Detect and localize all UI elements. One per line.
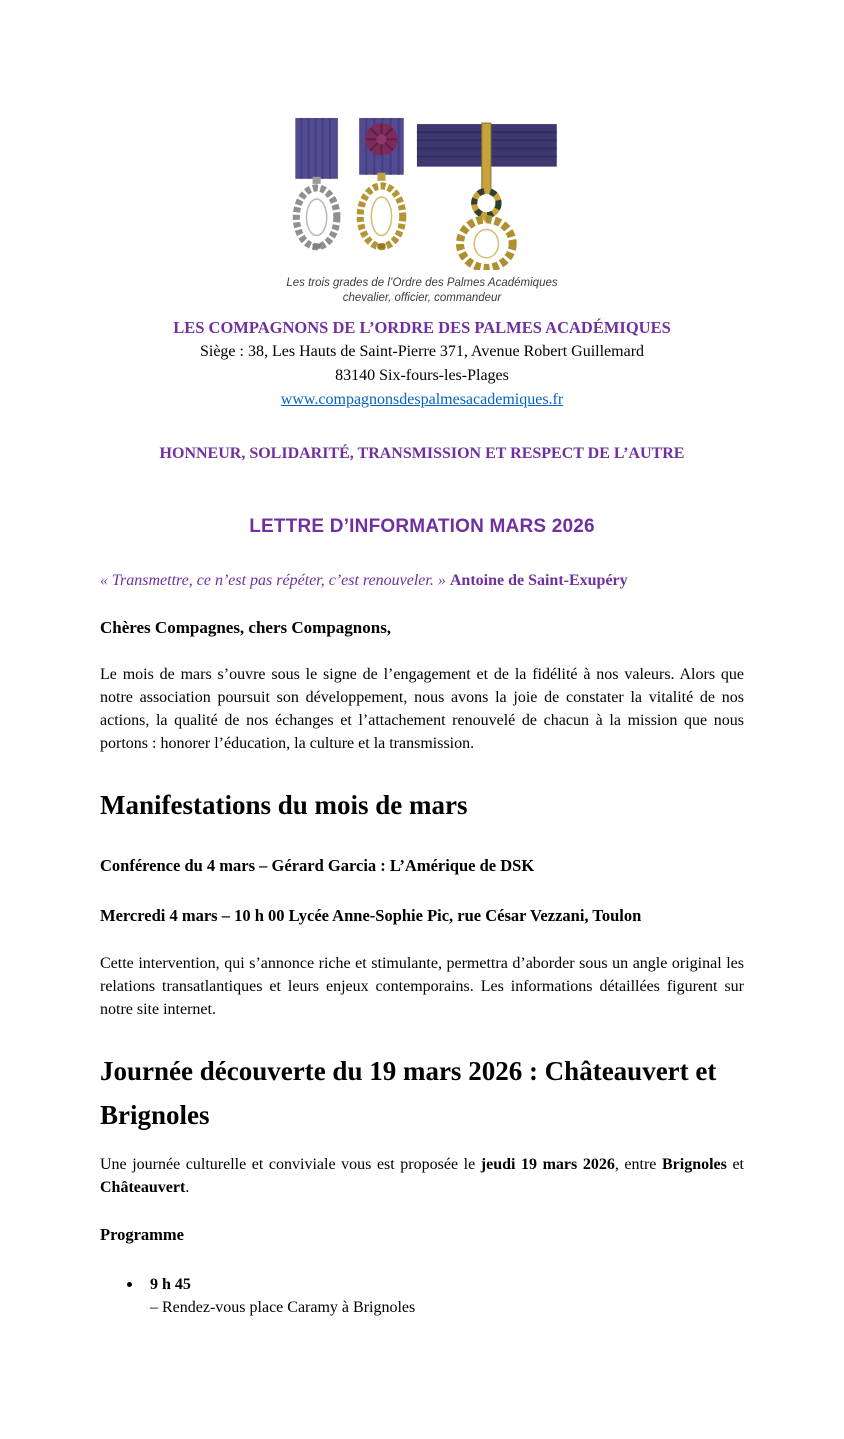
journee-place2-bold: Châteauvert xyxy=(100,1179,186,1196)
address-line2: 83140 Six-fours-les-Plages xyxy=(335,367,509,384)
website-link[interactable]: www.compagnonsdespalmesacademiques.fr xyxy=(280,391,564,408)
conference-paragraph: Cette intervention, qui s’annonce riche et stimulante, permettra d’aborder sous un angle original les relations transatlantiques et leurs enjeux contemporains. Les informations détaillées figurent sur notre site internet. xyxy=(100,955,744,1018)
address-line1: Siège : 38, Les Hauts de Saint-Pierre 371, Avenue Robert Guillemard xyxy=(199,343,645,360)
journee-intro-paragraph xyxy=(100,1153,744,1199)
org-title: LES COMPAGNONS DE L’ORDRE DES PALMES ACADÉMIQUES xyxy=(173,318,671,337)
bullet-icon xyxy=(127,1282,132,1287)
programme-label: Programme xyxy=(100,1225,184,1244)
journee-intro-suffix: . xyxy=(185,1179,190,1196)
figure-caption-line2: chevalier, officier, commandeur xyxy=(342,292,502,304)
programme-list xyxy=(100,1273,744,1319)
quote-text: « Transmettre, ce n’est pas répéter, c’est renouveler. » xyxy=(100,572,446,589)
journee-place1-bold: Brignoles xyxy=(661,1156,727,1173)
association-header xyxy=(100,316,744,466)
conference-title: Conférence du 4 mars – Gérard Garcia : L’Amérique de DSK xyxy=(100,856,535,875)
conference-schedule: Mercredi 4 mars – 10 h 00 Lycée Anne-Sophie Pic, rue César Vezzani, Toulon xyxy=(100,906,642,925)
figure-caption-line1: Les trois grades de l’Ordre des Palmes Académiques xyxy=(286,277,558,289)
commandeur-medal xyxy=(417,123,557,268)
motto-line: HONNEUR, SOLIDARITÉ, TRANSMISSION ET RESPECT DE L’AUTRE xyxy=(159,445,685,462)
newsletter-title: LETTRE D’INFORMATION MARS 2026 xyxy=(249,516,595,537)
programme-item-time: 9 h 45 xyxy=(150,1276,191,1293)
programme-item xyxy=(100,1273,744,1319)
intro-paragraph: Le mois de mars s’ouvre sous le signe de l’engagement et de la fidélité à nos valeurs. Alors que notre association poursuit son développement, nous avons la joie de constater la vitalité de nos actions, la qualité de nos échanges et l’attachement renouvelé de chacun à la mission que nous portons : honorer l’éducation, la culture et la transmission. xyxy=(100,666,744,752)
three-grades-medals-image xyxy=(287,118,557,270)
journee-intro-prefix: Une journée culturelle et conviviale vous est proposée le xyxy=(100,1156,481,1173)
section-heading-manifestations: Manifestations du mois de mars xyxy=(100,790,468,820)
journee-intro-middle: , entre xyxy=(614,1156,662,1173)
medals-figure xyxy=(272,118,572,306)
programme-item-detail: – Rendez-vous place Caramy à Brignoles xyxy=(150,1299,416,1316)
chevalier-medal xyxy=(295,118,338,249)
salutation: Chères Compagnes, chers Compagnons, xyxy=(100,618,392,637)
section-heading-journee: Journée découverte du 19 mars 2026 : Châteauvert et Brignoles xyxy=(100,1056,717,1130)
quote-author: Antoine de Saint-Exupéry xyxy=(449,572,628,589)
officier-medal xyxy=(359,118,404,249)
quote-line xyxy=(100,572,744,590)
journee-et: et xyxy=(726,1156,745,1173)
journee-date-bold: jeudi 19 mars 2026 xyxy=(480,1156,615,1173)
